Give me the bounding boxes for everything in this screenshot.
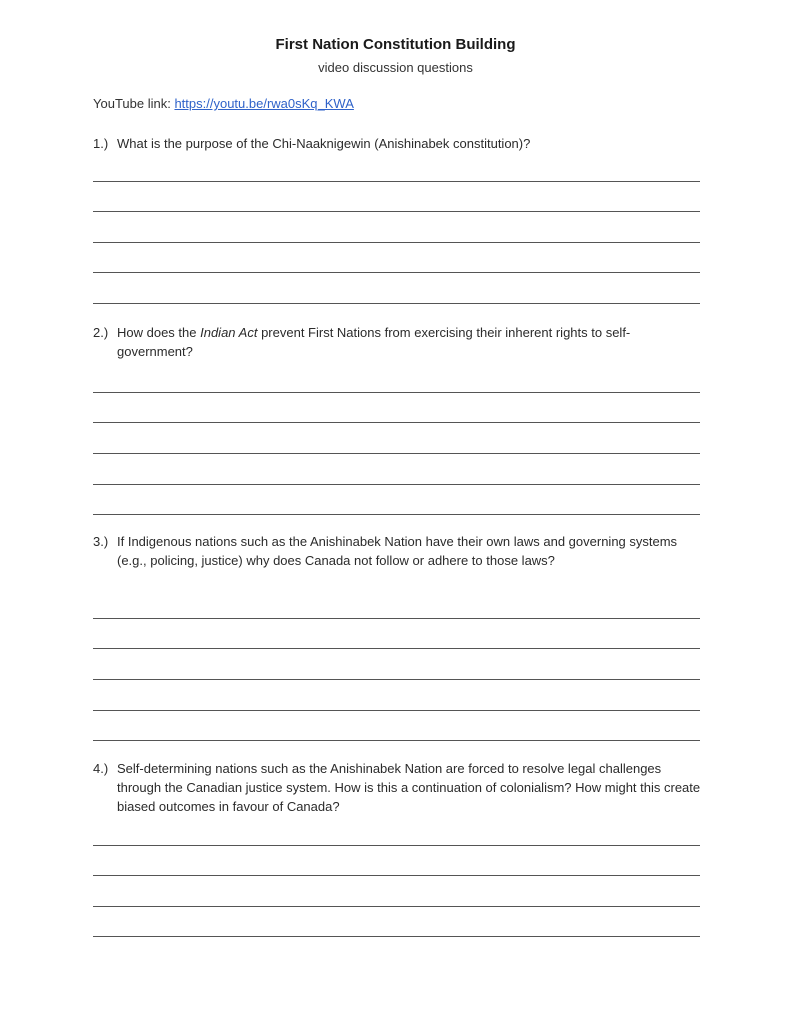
answer-line[interactable]: [93, 422, 700, 423]
question-text-italic: Indian Act: [200, 325, 258, 340]
question-text: [117, 532, 703, 570]
answer-line[interactable]: [93, 618, 700, 619]
question-text-part: How does the: [117, 325, 201, 340]
answer-line[interactable]: [93, 648, 700, 649]
page-subtitle: video discussion questions: [318, 60, 473, 75]
question-3: [93, 532, 703, 570]
question-1: [93, 134, 703, 153]
answer-line[interactable]: [93, 740, 700, 741]
question-text-part: Self-determining nations such as the Anishinabek Nation are forced to resolve legal challenges through the Canadian justice system. How is this a continuation of colonialism? How might this create biased outcomes in favour of Canada?: [117, 761, 701, 814]
question-number: 1.): [93, 136, 109, 151]
answer-line[interactable]: [93, 242, 700, 243]
youtube-link-label: YouTube link:: [93, 96, 171, 111]
question-text-part: prevent First Nations from exercising their inherent rights to self-government?: [117, 325, 631, 359]
question-4: [93, 759, 703, 816]
question-number: 3.): [93, 534, 109, 549]
question-2: [93, 323, 703, 361]
answer-line[interactable]: [93, 875, 700, 876]
question-number: 4.): [93, 761, 109, 776]
question-text: [117, 323, 703, 361]
answer-line[interactable]: [93, 453, 700, 454]
question-text: [117, 134, 703, 153]
answer-line[interactable]: [93, 906, 700, 907]
answer-line[interactable]: [93, 181, 700, 182]
answer-line[interactable]: [93, 514, 700, 515]
question-number: 2.): [93, 325, 109, 340]
answer-line[interactable]: [93, 303, 700, 304]
youtube-link[interactable]: https://youtu.be/rwa0sKq_KWA: [174, 96, 354, 111]
answer-line[interactable]: [93, 679, 700, 680]
answer-line[interactable]: [93, 392, 700, 393]
answer-line[interactable]: [93, 484, 700, 485]
question-text-part: If Indigenous nations such as the Anishinabek Nation have their own laws and governing systems (e.g., policing, justice) why does Canada not follow or adhere to those laws?: [117, 534, 678, 568]
page-title: First Nation Constitution Building: [275, 36, 516, 53]
answer-line[interactable]: [93, 845, 700, 846]
answer-line[interactable]: [93, 211, 700, 212]
answer-line[interactable]: [93, 272, 700, 273]
answer-line[interactable]: [93, 710, 700, 711]
question-text-part: What is the purpose of the Chi-Naaknigewin (Anishinabek constitution)?: [117, 136, 531, 151]
answer-line[interactable]: [93, 936, 700, 937]
youtube-link-row: [93, 96, 354, 111]
question-text: [117, 759, 703, 816]
